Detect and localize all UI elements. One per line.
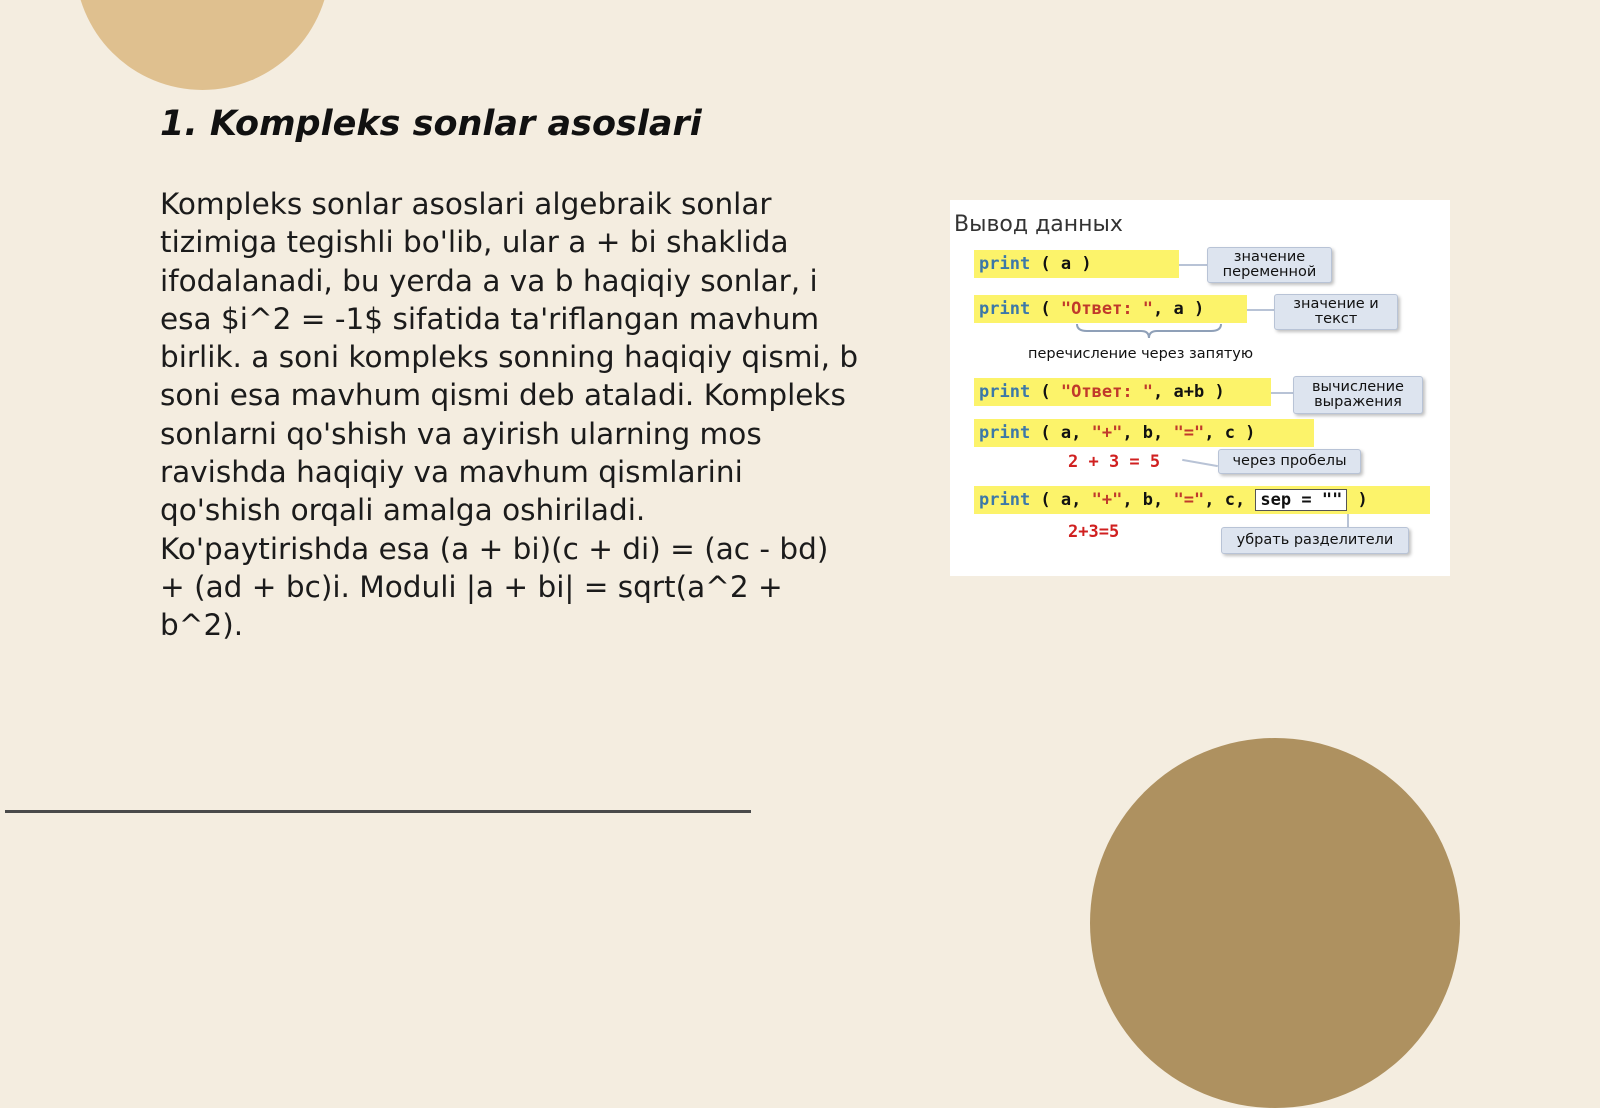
code-text: , b, [1122,423,1174,443]
keyword-print: print [979,254,1031,274]
note-value-and-text: значение и текст [1274,294,1398,330]
code-text: ( [1030,382,1061,402]
result-spaced: 2 + 3 = 5 [1068,452,1161,472]
brace-icon [1075,322,1223,340]
code-text: ) [1347,490,1368,510]
code-text: ( [1030,299,1061,319]
code-line-4 [974,419,1314,447]
sep-argument: sep = "" [1255,489,1347,511]
keyword-print: print [979,423,1031,443]
code-text: ( a, [1030,423,1092,443]
code-text: ( a, [1030,490,1092,510]
figure-title: Вывод данных [954,212,1123,237]
keyword-print: print [979,382,1031,402]
keyword-print: print [979,299,1031,319]
code-string: "Ответ: " [1060,299,1154,319]
connector-line [1179,264,1207,266]
code-line-5 [974,486,1430,514]
code-string: "=" [1173,490,1205,510]
code-text: , c, [1204,490,1256,510]
slide-body-text: Kompleks sonlar asoslari algebraik sonlar tizimiga tegishli bo'lib, ular a + bi shaklida ifodalanadi, bu yerda a va b haqiqiy sonlar, i esa $i^2 = -1$ sifatida ta'riflangan mavhum birlik. a soni kompleks sonning haqiqiy qismi, b soni esa mavhum qismi deb ataladi. Kompleks sonlarni qo'shish va ayirish ularning mos ravishda haqiqiy va mavhum qismlarini qo'shish orqali amalga oshiriladi. Ko'paytirishda esa (a + bi)(c + di) = (ac - bd) + (ad + bc)i. Moduli |a + bi| = sqrt(a^2 + b^2). [160,187,859,643]
code-text: , a+b ) [1153,382,1225,402]
connector-line [1271,392,1293,394]
slide-title: 1. Kompleks sonlar asoslari [160,104,702,144]
divider-line [5,810,751,813]
note-expression: вычисление выражения [1293,376,1423,414]
decorative-circle-top [75,0,330,90]
connector-line [1247,309,1274,311]
code-string: "Ответ: " [1060,382,1154,402]
decorative-circle-bottom [1090,738,1460,1108]
note-remove-separators: убрать разделители [1221,527,1409,554]
code-line-1 [974,250,1179,278]
brace-label: перечисление через запятую [1028,346,1254,362]
connector-line [1347,514,1349,528]
code-line-2 [974,295,1247,323]
code-text: , b, [1122,490,1174,510]
code-string: "+" [1091,423,1123,443]
code-text: , c ) [1204,423,1256,443]
code-text: , a ) [1153,299,1205,319]
note-variable-value: значение переменной [1207,247,1332,283]
code-text: ( a ) [1030,254,1092,274]
code-string: "+" [1091,490,1123,510]
code-line-3 [974,378,1271,406]
note-spaces: через пробелы [1218,449,1361,474]
code-figure [950,200,1450,576]
result-compact: 2+3=5 [1068,522,1120,542]
keyword-print: print [979,490,1031,510]
code-string: "=" [1173,423,1205,443]
connector-line [1182,459,1218,467]
